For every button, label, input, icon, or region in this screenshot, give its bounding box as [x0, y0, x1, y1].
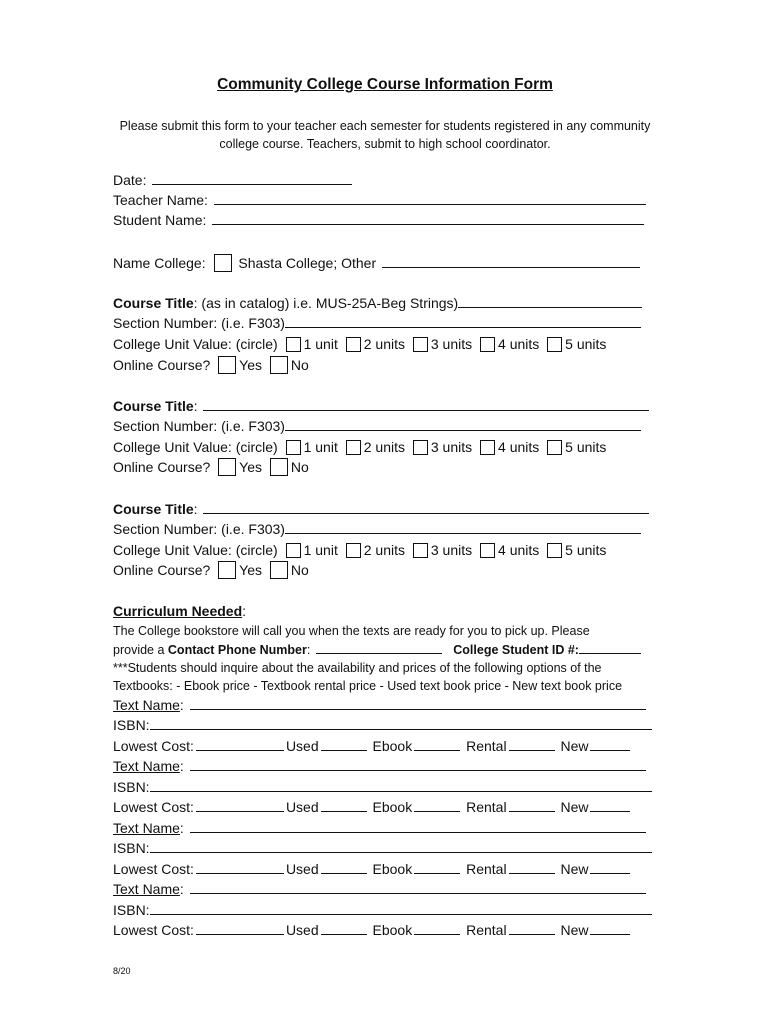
course3-section-label: Section Number: (i.e. F303) — [113, 521, 285, 537]
college-row — [113, 253, 642, 273]
course1-unit4-label: 4 units — [498, 336, 540, 352]
text-name-colon: : — [179, 758, 184, 774]
used-label: Used — [285, 738, 319, 754]
course3-units-row — [113, 540, 606, 560]
new-label: New — [560, 738, 589, 754]
course2-section-label: Section Number: (i.e. F303) — [113, 418, 285, 434]
course1-units-row — [113, 334, 606, 354]
isbn-field[interactable] — [150, 900, 652, 915]
teacher-label: Teacher Name: — [113, 192, 208, 208]
course3-unit5-label: 5 units — [565, 542, 607, 558]
course3-yes-checkbox[interactable] — [218, 561, 236, 579]
curriculum-heading: Curriculum Needed — [113, 603, 243, 619]
course1-unit3-label: 3 units — [430, 336, 473, 352]
used-field[interactable] — [321, 859, 367, 874]
course1-yes-checkbox[interactable] — [218, 356, 236, 374]
course2-unit1-label: 1 unit — [303, 439, 338, 455]
used-field[interactable] — [321, 797, 367, 812]
course2-yes-label: Yes — [239, 459, 263, 475]
used-label: Used — [285, 861, 319, 877]
course1-unit4-checkbox[interactable] — [480, 337, 495, 352]
isbn-label: ISBN: — [113, 717, 150, 733]
curriculum-note1: ***Students should inquire about the availability and prices of the following options of the — [113, 661, 602, 675]
course3-unit1-label: 1 unit — [303, 542, 338, 558]
student-row — [113, 210, 646, 230]
isbn-row — [113, 715, 654, 735]
text-name-row — [113, 879, 648, 899]
course1-title-hint: : (as in catalog) i.e. MUS-25A-Beg Strings) — [193, 295, 459, 311]
course3-unit5-checkbox[interactable] — [547, 543, 562, 558]
course1-section-row — [113, 313, 643, 333]
new-label: New — [560, 799, 589, 815]
course1-unit-label: College Unit Value: (circle) — [113, 336, 278, 352]
date-label: Date: — [113, 172, 147, 188]
new-field[interactable] — [590, 797, 630, 812]
course2-title-colon: : — [193, 398, 198, 414]
lowest-cost-label: Lowest Cost: — [113, 861, 194, 877]
course2-unit2-label: 2 units — [363, 439, 405, 455]
course2-unit1-checkbox[interactable] — [286, 440, 301, 455]
teacher-name-field[interactable] — [214, 190, 646, 205]
text-name-row — [113, 756, 648, 776]
text-name-field[interactable] — [190, 695, 646, 710]
ebook-field[interactable] — [414, 797, 460, 812]
course1-no-checkbox[interactable] — [270, 356, 288, 374]
lowest-cost-label: Lowest Cost: — [113, 738, 194, 754]
course1-unit1-label: 1 unit — [303, 336, 338, 352]
course2-title-label: Course Title — [113, 398, 194, 414]
course3-title-colon: : — [193, 501, 198, 517]
course3-online-label: Online Course? — [113, 562, 211, 578]
student-label: Student Name: — [113, 212, 207, 228]
text-name-label: Text Name — [113, 758, 180, 774]
lowest-cost-field[interactable] — [196, 736, 284, 751]
course3-section-field[interactable] — [285, 519, 641, 534]
rental-field[interactable] — [509, 859, 555, 874]
ebook-label: Ebook — [372, 799, 413, 815]
text-name-label: Text Name — [113, 820, 180, 836]
form-title: Community College Course Information Form — [217, 76, 553, 93]
rental-label: Rental — [466, 799, 507, 815]
isbn-field[interactable] — [150, 715, 652, 730]
curriculum-heading-colon: : — [242, 603, 247, 619]
used-field[interactable] — [321, 920, 367, 935]
course1-title-row — [113, 293, 644, 313]
isbn-field[interactable] — [150, 838, 652, 853]
course1-no-label: No — [290, 357, 309, 373]
date-row — [113, 170, 354, 190]
course3-unit3-checkbox[interactable] — [413, 543, 428, 558]
course1-online-label: Online Course? — [113, 357, 211, 373]
course3-unit2-label: 2 units — [363, 542, 405, 558]
course3-yes-label: Yes — [239, 562, 263, 578]
course2-units-row — [113, 437, 606, 457]
course3-title-label: Course Title — [113, 501, 194, 517]
used-label: Used — [285, 922, 319, 938]
footer-date: 8/20 — [113, 966, 131, 976]
new-field[interactable] — [590, 920, 630, 935]
text-name-field[interactable] — [190, 756, 646, 771]
course2-unit3-checkbox[interactable] — [413, 440, 428, 455]
provide-text: provide a — [113, 643, 168, 657]
course2-unit5-checkbox[interactable] — [547, 440, 562, 455]
date-field[interactable] — [152, 170, 352, 185]
text-name-label: Text Name — [113, 881, 180, 897]
curriculum-line2 — [113, 641, 643, 659]
text-name-colon: : — [179, 820, 184, 836]
cost-row — [113, 797, 632, 817]
college-option-label: Shasta College; Other — [238, 255, 377, 271]
text-name-field[interactable] — [190, 818, 646, 833]
course2-unit-label: College Unit Value: (circle) — [113, 439, 278, 455]
isbn-label: ISBN: — [113, 779, 150, 795]
contact-phone-field[interactable] — [316, 641, 442, 654]
course1-unit5-label: 5 units — [565, 336, 607, 352]
ebook-label: Ebook — [372, 922, 413, 938]
course2-online-row — [113, 457, 309, 477]
course2-online-label: Online Course? — [113, 459, 211, 475]
new-label: New — [560, 922, 589, 938]
course3-no-checkbox[interactable] — [270, 561, 288, 579]
isbn-row — [113, 900, 654, 920]
course2-unit5-label: 5 units — [565, 439, 607, 455]
isbn-row — [113, 777, 654, 797]
rental-label: Rental — [466, 738, 507, 754]
lowest-cost-field[interactable] — [196, 797, 284, 812]
course2-no-label: No — [290, 459, 309, 475]
rental-field[interactable] — [509, 920, 555, 935]
course1-yes-label: Yes — [239, 357, 263, 373]
course2-section-field[interactable] — [285, 416, 641, 431]
ebook-label: Ebook — [372, 861, 413, 877]
course3-no-label: No — [290, 562, 309, 578]
course3-unit3-label: 3 units — [430, 542, 473, 558]
text-name-label: Text Name — [113, 697, 180, 713]
ebook-field[interactable] — [414, 859, 460, 874]
course2-unit4-checkbox[interactable] — [480, 440, 495, 455]
new-field[interactable] — [590, 859, 630, 874]
isbn-label: ISBN: — [113, 902, 150, 918]
rental-label: Rental — [466, 922, 507, 938]
course2-unit3-label: 3 units — [430, 439, 473, 455]
cost-row — [113, 736, 632, 756]
lowest-cost-label: Lowest Cost: — [113, 799, 194, 815]
course1-unit2-label: 2 units — [363, 336, 405, 352]
course1-unit5-checkbox[interactable] — [547, 337, 562, 352]
course3-title-field[interactable] — [203, 499, 649, 514]
text-name-colon: : — [179, 697, 184, 713]
used-field[interactable] — [321, 736, 367, 751]
course1-title-field[interactable] — [458, 293, 642, 308]
course1-online-row — [113, 355, 309, 375]
course1-title-label: Course Title — [113, 295, 194, 311]
course2-unit2-checkbox[interactable] — [346, 440, 361, 455]
lowest-cost-label: Lowest Cost: — [113, 922, 194, 938]
course2-title-row — [113, 396, 651, 416]
text-name-row — [113, 695, 648, 715]
course3-unit2-checkbox[interactable] — [346, 543, 361, 558]
isbn-label: ISBN: — [113, 840, 150, 856]
course1-unit3-checkbox[interactable] — [413, 337, 428, 352]
text-name-field[interactable] — [190, 879, 646, 894]
contact-phone-colon: : — [306, 643, 311, 657]
course1-section-field[interactable] — [285, 313, 641, 328]
ebook-field[interactable] — [414, 736, 460, 751]
course2-unit4-label: 4 units — [498, 439, 540, 455]
curriculum-note2: Textbooks: - Ebook price - Textbook rental price - Used text book price - New text book price — [113, 679, 623, 693]
ebook-field[interactable] — [414, 920, 460, 935]
teacher-row — [113, 190, 648, 210]
rental-label: Rental — [466, 861, 507, 877]
course2-no-checkbox[interactable] — [270, 458, 288, 476]
ebook-label: Ebook — [372, 738, 413, 754]
isbn-row — [113, 838, 654, 858]
student-id-field[interactable] — [579, 641, 641, 654]
course2-section-row — [113, 416, 643, 436]
course1-unit2-checkbox[interactable] — [346, 337, 361, 352]
shasta-checkbox[interactable] — [214, 254, 232, 272]
course3-unit4-checkbox[interactable] — [480, 543, 495, 558]
other-college-field[interactable] — [382, 253, 640, 268]
isbn-field[interactable] — [150, 777, 652, 792]
student-name-field[interactable] — [212, 210, 644, 225]
cost-row — [113, 859, 632, 879]
form-instructions: Please submit this form to your teacher each semester for students registered in any community college course. Teachers, submit to high school coordinator. — [119, 119, 651, 151]
text-name-row — [113, 818, 648, 838]
new-field[interactable] — [590, 736, 630, 751]
college-label: Name College: — [113, 255, 206, 271]
course2-yes-checkbox[interactable] — [218, 458, 236, 476]
lowest-cost-field[interactable] — [196, 859, 284, 874]
course2-title-field[interactable] — [203, 396, 649, 411]
course1-section-label: Section Number: (i.e. F303) — [113, 315, 285, 331]
course3-title-row — [113, 499, 651, 519]
curriculum-heading-row — [113, 601, 246, 621]
course1-unit1-checkbox[interactable] — [286, 337, 301, 352]
course3-unit1-checkbox[interactable] — [286, 543, 301, 558]
contact-phone-label: Contact Phone Number — [167, 643, 307, 657]
lowest-cost-field[interactable] — [196, 920, 284, 935]
used-label: Used — [285, 799, 319, 815]
course3-online-row — [113, 560, 309, 580]
course3-section-row — [113, 519, 643, 539]
new-label: New — [560, 861, 589, 877]
student-id-label: College Student ID #: — [453, 643, 579, 657]
cost-row — [113, 920, 632, 940]
text-name-colon: : — [179, 881, 184, 897]
course3-unit-label: College Unit Value: (circle) — [113, 542, 278, 558]
course3-unit4-label: 4 units — [498, 542, 540, 558]
rental-field[interactable] — [509, 797, 555, 812]
curriculum-line1: The College bookstore will call you when the texts are ready for you to pick up. Please — [113, 624, 590, 638]
rental-field[interactable] — [509, 736, 555, 751]
